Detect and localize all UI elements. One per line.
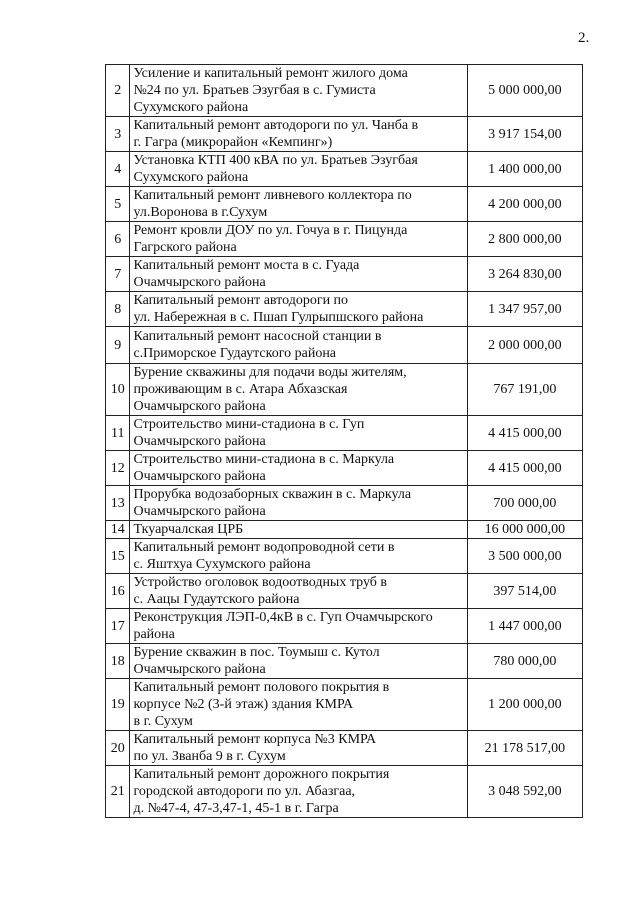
- description-line: Капитальный ремонт моста в с. Гуада: [133, 258, 360, 273]
- description-line: Усиление и капитальный ремонт жилого дома: [133, 66, 408, 81]
- table-row: [106, 117, 583, 152]
- row-description: [130, 644, 467, 679]
- description-line: Капитальный ремонт насосной станции в: [133, 329, 382, 344]
- description-line: Капитальный ремонт дорожного покрытия: [133, 767, 390, 782]
- description-line: Бурение скважин в пос. Тоумыш с. Кутол: [133, 645, 380, 660]
- description-line: Очамчырского района: [133, 469, 266, 484]
- description-line: Сухумского района: [133, 170, 249, 185]
- row-description: [130, 574, 467, 609]
- table-row: [106, 257, 583, 292]
- row-amount: 4 415 000,00: [467, 451, 582, 486]
- row-description: [130, 187, 467, 222]
- description-line: с. Аацы Гудаутского района: [133, 592, 300, 607]
- description-line: ул. Набережная в с. Пшап Гулрыпшского района: [133, 310, 424, 325]
- description-line: Ремонт кровли ДОУ по ул. Гочуа в г. Пицунда: [133, 223, 408, 238]
- row-amount: 21 178 517,00: [467, 731, 582, 766]
- table-row: [106, 65, 583, 117]
- row-number: 7: [106, 257, 130, 292]
- description-line: Прорубка водозаборных скважин в с. Маркула: [133, 487, 412, 502]
- description-line: Строительство мини-стадиона в с. Гуп: [133, 417, 365, 432]
- row-description: [130, 117, 467, 152]
- row-description: [130, 521, 467, 539]
- row-amount: 397 514,00: [467, 574, 582, 609]
- row-amount: 4 415 000,00: [467, 416, 582, 451]
- row-description: [130, 416, 467, 451]
- row-number: 15: [106, 539, 130, 574]
- row-amount: 2 000 000,00: [467, 327, 582, 364]
- row-amount: 1 347 957,00: [467, 292, 582, 327]
- row-amount: 3 917 154,00: [467, 117, 582, 152]
- table-row: [106, 451, 583, 486]
- row-number: 8: [106, 292, 130, 327]
- description-line: в г. Сухум: [133, 714, 193, 729]
- table-row: [106, 521, 583, 539]
- table-row: [106, 679, 583, 731]
- row-amount: 3 048 592,00: [467, 766, 582, 818]
- table-row: [106, 364, 583, 416]
- description-line: Капитальный ремонт водопроводной сети в: [133, 540, 395, 555]
- row-description: [130, 679, 467, 731]
- row-number: 5: [106, 187, 130, 222]
- row-number: 2: [106, 65, 130, 117]
- row-number: 16: [106, 574, 130, 609]
- row-number: 17: [106, 609, 130, 644]
- page-number: 2.: [578, 30, 590, 46]
- description-line: д. №47-4, 47-3,47-1, 45-1 в г. Гагра: [133, 801, 339, 816]
- row-number: 3: [106, 117, 130, 152]
- row-number: 12: [106, 451, 130, 486]
- row-amount: 1 447 000,00: [467, 609, 582, 644]
- description-line: Строительство мини-стадиона в с. Маркула: [133, 452, 395, 467]
- description-line: городской автодороги по ул. Абазгаа,: [133, 784, 356, 799]
- description-line: Установка КТП 400 кВА по ул. Братьев Эзугбая: [133, 153, 418, 168]
- table-row: [106, 574, 583, 609]
- row-description: [130, 609, 467, 644]
- row-description: [130, 451, 467, 486]
- row-description: [130, 539, 467, 574]
- description-line: Ткуарчалская ЦРБ: [133, 522, 244, 537]
- table-row: [106, 731, 583, 766]
- row-amount: 1 400 000,00: [467, 152, 582, 187]
- description-line: Капитальный ремонт автодороги по: [133, 293, 349, 308]
- description-line: Очамчырского района: [133, 504, 266, 519]
- row-number: 14: [106, 521, 130, 539]
- description-line: Очамчырского района: [133, 399, 266, 414]
- row-amount: 2 800 000,00: [467, 222, 582, 257]
- row-number: 9: [106, 327, 130, 364]
- table-row: [106, 486, 583, 521]
- description-line: №24 по ул. Братьев Эзугбая в с. Гумиста: [133, 83, 376, 98]
- description-line: Капитальный ремонт автодороги по ул. Чанба в: [133, 118, 419, 133]
- description-line: Очамчырского района: [133, 434, 266, 449]
- row-description: [130, 486, 467, 521]
- row-number: 13: [106, 486, 130, 521]
- row-number: 4: [106, 152, 130, 187]
- row-number: 6: [106, 222, 130, 257]
- row-amount: 5 000 000,00: [467, 65, 582, 117]
- description-line: Капитальный ремонт ливневого коллектора по: [133, 188, 412, 203]
- row-number: 10: [106, 364, 130, 416]
- projects-table: [105, 64, 583, 818]
- row-description: [130, 152, 467, 187]
- row-amount: 3 500 000,00: [467, 539, 582, 574]
- row-description: [130, 364, 467, 416]
- description-line: Сухумского района: [133, 100, 249, 115]
- description-line: г. Гагра (микрорайон «Кемпинг»): [133, 135, 333, 150]
- row-description: [130, 327, 467, 364]
- description-line: Очамчырского района: [133, 662, 266, 677]
- row-description: [130, 766, 467, 818]
- description-line: Устройство оголовок водоотводных труб в: [133, 575, 387, 590]
- row-description: [130, 292, 467, 327]
- description-line: по ул. Званба 9 в г. Сухум: [133, 749, 286, 764]
- table-row: [106, 152, 583, 187]
- description-line: ул.Воронова в г.Сухум: [133, 205, 268, 220]
- row-amount: 16 000 000,00: [467, 521, 582, 539]
- table-row: [106, 416, 583, 451]
- row-number: 18: [106, 644, 130, 679]
- description-line: с. Яштхуа Сухумского района: [133, 557, 311, 572]
- table-row: [106, 222, 583, 257]
- table-row: [106, 644, 583, 679]
- description-line: Капитальный ремонт полового покрытия в: [133, 680, 390, 695]
- table-row: [106, 292, 583, 327]
- row-amount: 780 000,00: [467, 644, 582, 679]
- row-amount: 767 191,00: [467, 364, 582, 416]
- row-amount: 700 000,00: [467, 486, 582, 521]
- row-amount: 3 264 830,00: [467, 257, 582, 292]
- row-amount: 1 200 000,00: [467, 679, 582, 731]
- table-row: [106, 539, 583, 574]
- description-line: с.Приморское Гудаутского района: [133, 346, 337, 361]
- row-number: 11: [106, 416, 130, 451]
- table-row: [106, 766, 583, 818]
- description-line: проживающим в с. Атара Абхазская: [133, 382, 348, 397]
- table-row: [106, 609, 583, 644]
- row-number: 21: [106, 766, 130, 818]
- row-amount: 4 200 000,00: [467, 187, 582, 222]
- description-line: Капитальный ремонт корпуса №3 КМРА: [133, 732, 377, 747]
- description-line: корпусе №2 (3-й этаж) здания КМРА: [133, 697, 354, 712]
- description-line: Реконструкция ЛЭП-0,4кВ в с. Гуп Очамчырского: [133, 610, 433, 625]
- description-line: Бурение скважины для подачи воды жителям,: [133, 365, 407, 380]
- row-description: [130, 222, 467, 257]
- projects-table-body: [106, 65, 583, 818]
- row-number: 19: [106, 679, 130, 731]
- description-line: района: [133, 627, 175, 642]
- table-row: [106, 187, 583, 222]
- table-row: [106, 327, 583, 364]
- row-description: [130, 65, 467, 117]
- row-description: [130, 731, 467, 766]
- row-description: [130, 257, 467, 292]
- description-line: Очамчырского района: [133, 275, 266, 290]
- row-number: 20: [106, 731, 130, 766]
- description-line: Гагрского района: [133, 240, 237, 255]
